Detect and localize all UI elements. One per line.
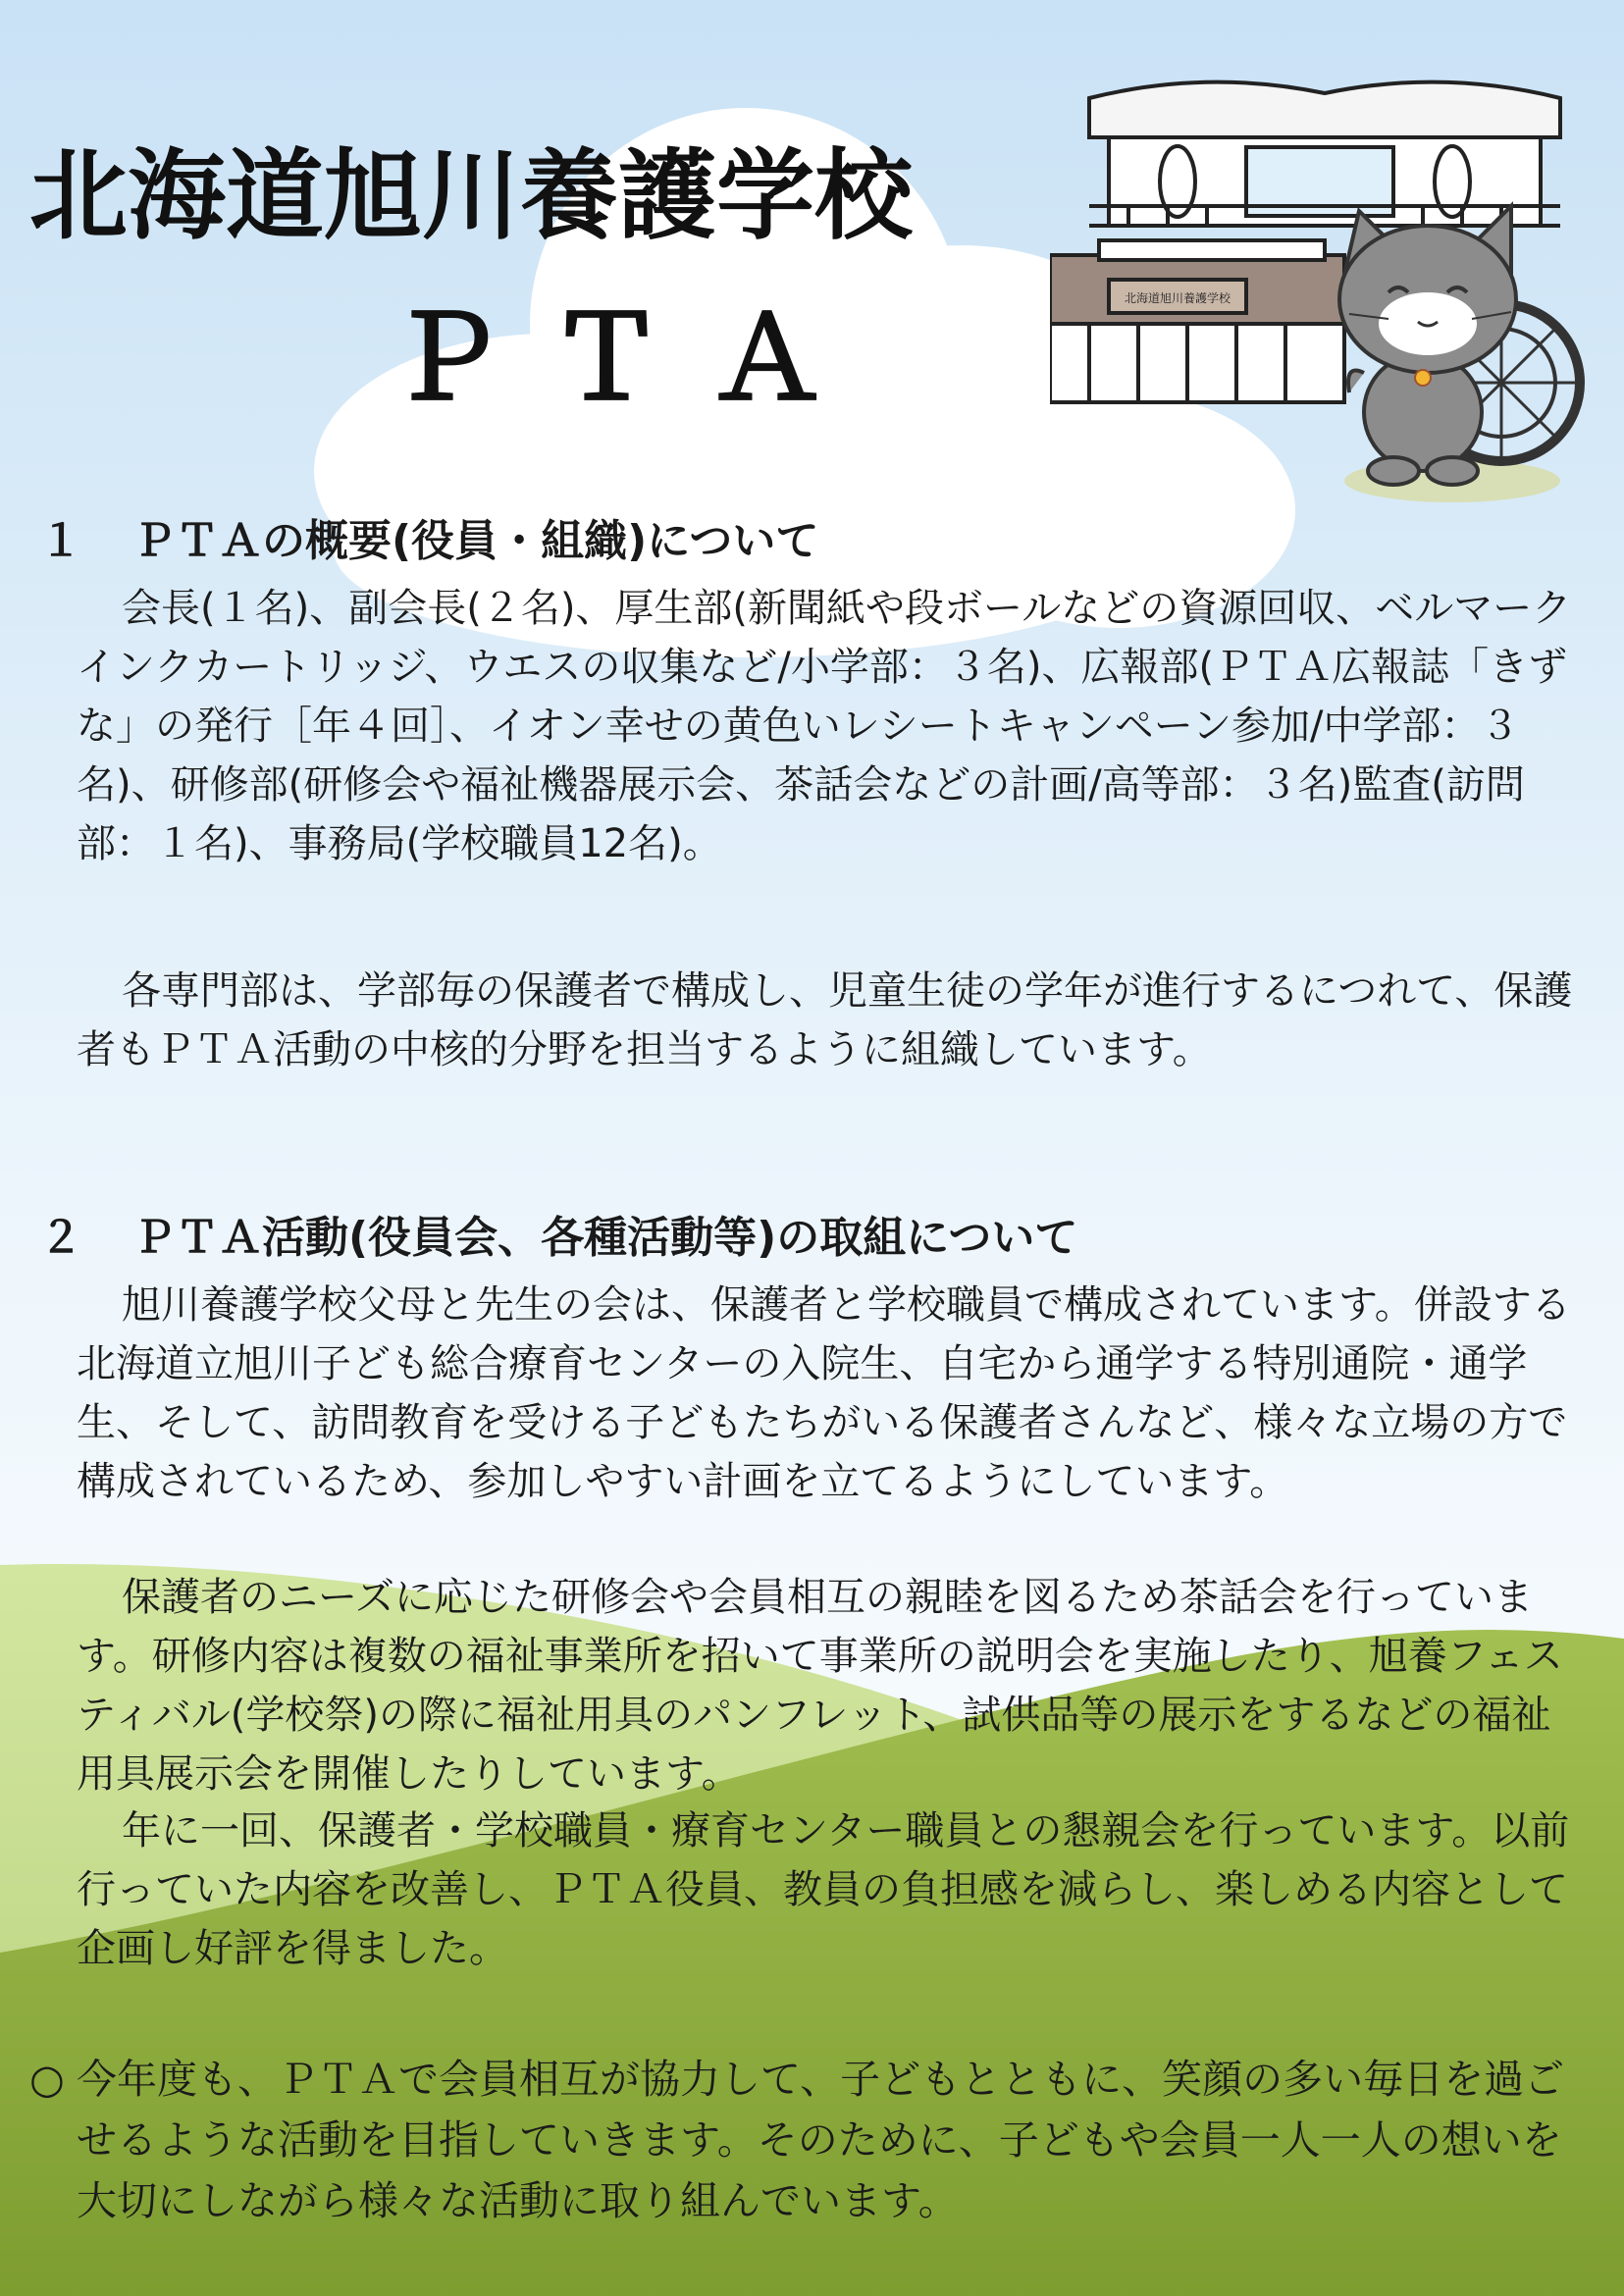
section-2-paragraph-1: 旭川養護学校父母と先生の会は、保護者と学校職員で構成されています。併設する北海道立旭川子ども総合療育センターの入院生、自宅から通学する特別通院・通学生、そして、訪問教育を受ける子どもたちがいる保護者さんなど、様々な立場の方で構成されているため、参加しやすい計画を立てるようにしています。 [77,1282,1571,1504]
closing-statement [29,2049,1590,2231]
section-2-number: ２ [39,1213,82,1263]
section-2-title: ＰＴＡ活動(役員会、各種活動等)の取組について [132,1213,1078,1263]
pta-title: ＰＴＡ [388,290,871,426]
closing-text: 今年度も、ＰＴＡで会員相互が協力して、子どもとともに、笑顔の多い毎日を過ごせるような活動を目指していきます。そのために、子どもや会員一人一人の想いを大切にしながら様々な活動に取り組んでいます。 [77,2056,1565,2224]
section-1-number: １ [39,516,82,566]
cat-mascot-icon [1339,206,1516,485]
section-1-heading [29,512,818,571]
building-sign: 北海道旭川養護学校 [1124,291,1231,305]
section-2-paragraph-2: 保護者のニーズに応じた研修会や会員相互の親睦を図るため茶話会を行っています。研修内容は複数の福祉事業所を招いて事業所の説明会を実施したり、旭養フェスティバル(学校祭)の際に福祉用具のパンフレット、試供品等の展示をするなどの福祉用具展示会を開催したりしています。 [77,1575,1563,1797]
section-1-paragraph-2: 各専門部は、学部毎の保護者で構成し、児童生徒の学年が進行するにつれて、保護者もＰＴＡ活動の中核的分野を担当するように組織しています。 [77,968,1573,1072]
section-1-title: ＰＴＡの概要(役員・組織)について [132,516,819,566]
circle-bullet-icon: ○ [29,2056,65,2103]
page-title: 北海道旭川養護学校 [29,138,913,253]
school-mascot-illustration [1050,78,1599,520]
section-2-heading [29,1209,1077,1268]
section-2-paragraph-3: 年に一回、保護者・学校職員・療育センター職員との懇親会を行っています。以前行っていた内容を改善し、ＰＴＡ役員、教員の負担感を減らし、楽しめる内容として企画し好評を得ました。 [77,1808,1570,1971]
section-1-paragraph-1: 会長(１名)、副会長(２名)、厚生部(新聞紙や段ボールなどの資源回収、ベルマークインクカートリッジ、ウエスの収集など/小学部：３名)、広報部(ＰＴＡ広報誌「きずな」の発行［年４回］、イオン幸せの黄色いレシートキャンペーン参加/中学部：３名)、研修部(研修会や福祉機器展示会、茶話会などの計画/高等部：３名)監査(訪問部：１名)、事務局(学校職員12名)。 [77,586,1572,866]
